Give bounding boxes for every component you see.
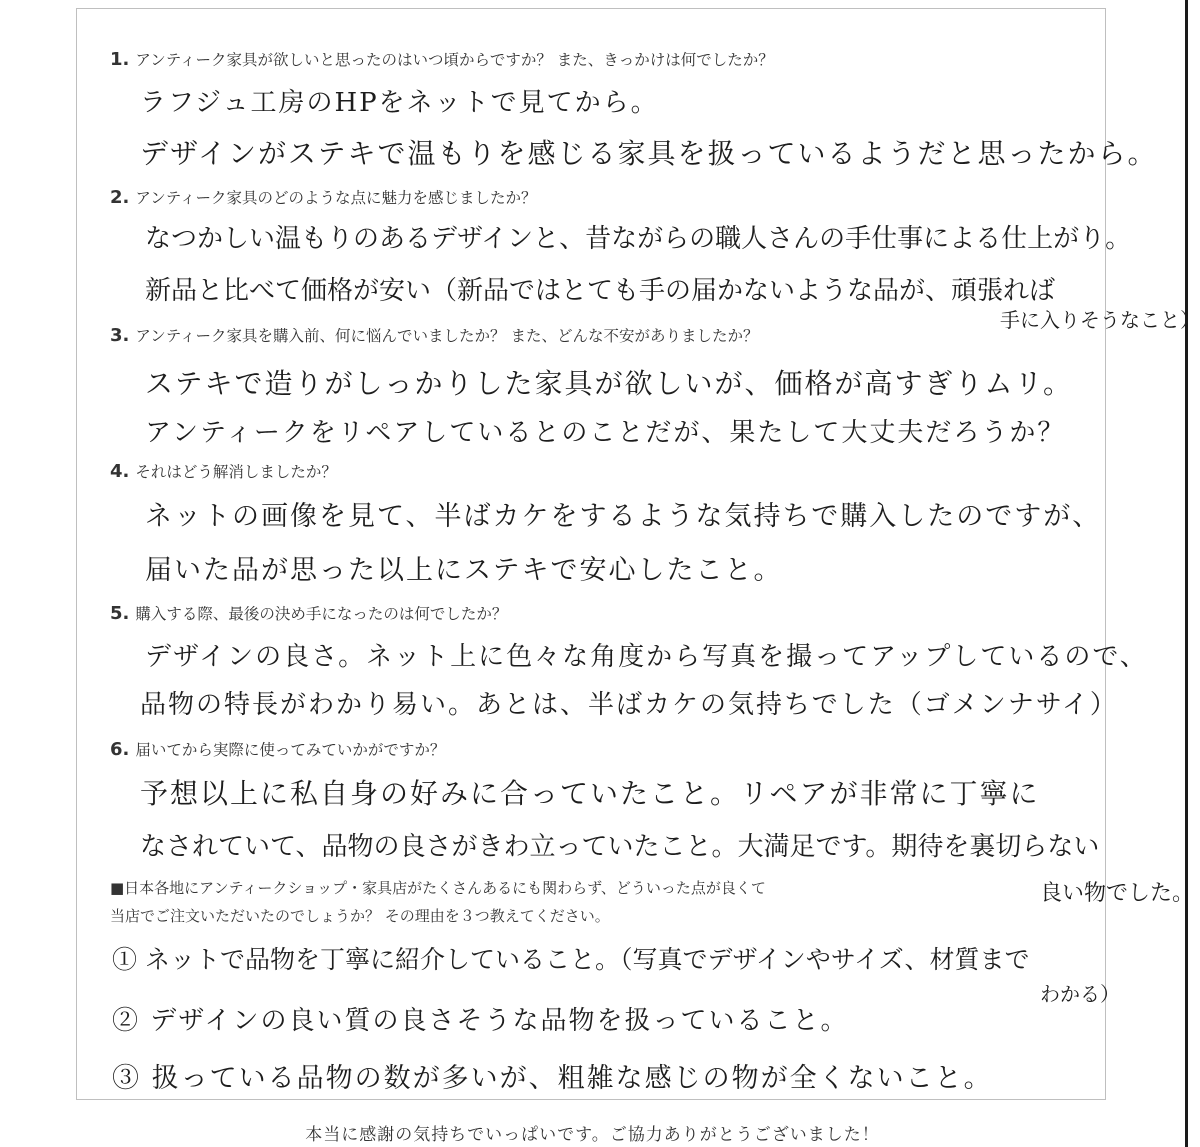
question-text: アンティーク家具を購入前、何に悩んでいましたか？ また、どんな不安がありましたか？ [135, 327, 759, 345]
question-text: それはどう解消しましたか？ [135, 463, 337, 481]
question-number: 3. [110, 325, 130, 346]
question-2 [110, 188, 537, 208]
answer-5-line-1: デザインの良さ。ネット上に色々な角度から写真を撮ってアップしているので、 [145, 642, 1148, 672]
reason-question-line-1: ■日本各地にアンティークショップ・家具店がたくさんあるにも関わらず、どういった点が良くて [110, 879, 766, 897]
question-number: 2. [110, 187, 130, 208]
page-edge-line [1185, 0, 1188, 1147]
answer-2-note: 手に入りそうなこと） [1000, 308, 1200, 332]
reason-answer-2: ② デザインの良い質の良さそうな品物を扱っていること。 [112, 1006, 849, 1036]
question-6 [110, 740, 445, 760]
question-text: 届いてから実際に使ってみていかがですか？ [135, 741, 446, 759]
answer-3-line-2: アンティークをリペアしているとのことだが、果たして大丈夫だろうか？ [145, 418, 1066, 448]
reason-question-line-2: 当店でご注文いただいたのでしょうか？ その理由を３つ教えてください。 [110, 907, 610, 925]
question-5 [110, 604, 507, 624]
answer-4-line-1: ネットの画像を見て、半ばカケをするような気持ちで購入したのですが、 [145, 501, 1102, 532]
answer-1-line-1: ラフジュ工房のHPをネットで見てから。 [140, 88, 659, 118]
question-text: アンティーク家具が欲しいと思ったのはいつ頃からですか？ また、きっかけは何でしたか？ [135, 51, 774, 69]
question-3 [110, 326, 758, 346]
question-number: 4. [110, 461, 130, 482]
question-text: アンティーク家具のどのような点に魅力を感じましたか？ [135, 189, 537, 207]
answer-1-line-2: デザインがステキで温もりを感じる家具を扱っているようだと思ったから。 [140, 137, 1158, 170]
answer-2-line-2: 新品と比べて価格が安い（新品ではとても手の届かないような品が、頑張れば [145, 276, 1056, 306]
answer-4-line-2: 届いた品が思った以上にステキで安心したこと。 [145, 555, 783, 586]
answer-5-line-2: 品物の特長がわかり易い。あとは、半ばカケの気持ちでした（ゴメンナサイ） [140, 690, 1118, 720]
question-number: 6. [110, 739, 130, 760]
question-number: 1. [110, 49, 130, 70]
answer-6-line-2: なされていて、品物の良さがきわ立っていたこと。大満足です。期待を裏切らない [140, 832, 1100, 862]
answer-6-note: 良い物でした。 [1040, 881, 1195, 906]
question-text: 購入する際、最後の決め手になったのは何でしたか？ [135, 605, 508, 623]
question-1 [110, 50, 774, 70]
reason-answer-3: ③ 扱っている品物の数が多いが、粗雑な感じの物が全くないこと。 [112, 1063, 993, 1094]
thank-you-footer: 本当に感謝の気持ちでいっぱいです。ご協力ありがとうございました！ [305, 1125, 880, 1145]
reason-answer-1-note: わかる） [1040, 982, 1120, 1006]
answer-2-line-1: なつかしい温もりのあるデザインと、昔ながらの職人さんの手仕事による仕上がり。 [145, 224, 1132, 254]
question-number: 5. [110, 603, 130, 624]
answer-6-line-1: 予想以上に私自身の好みに合っていたこと。リペアが非常に丁寧に [140, 777, 1040, 810]
answer-3-line-1: ステキで造りがしっかりした家具が欲しいが、価格が高すぎりムリ。 [145, 367, 1074, 400]
reason-answer-1: ① ネットで品物を丁寧に紹介していること。（写真でデザインやサイズ、材質まで [112, 945, 1030, 974]
question-4 [110, 462, 337, 482]
